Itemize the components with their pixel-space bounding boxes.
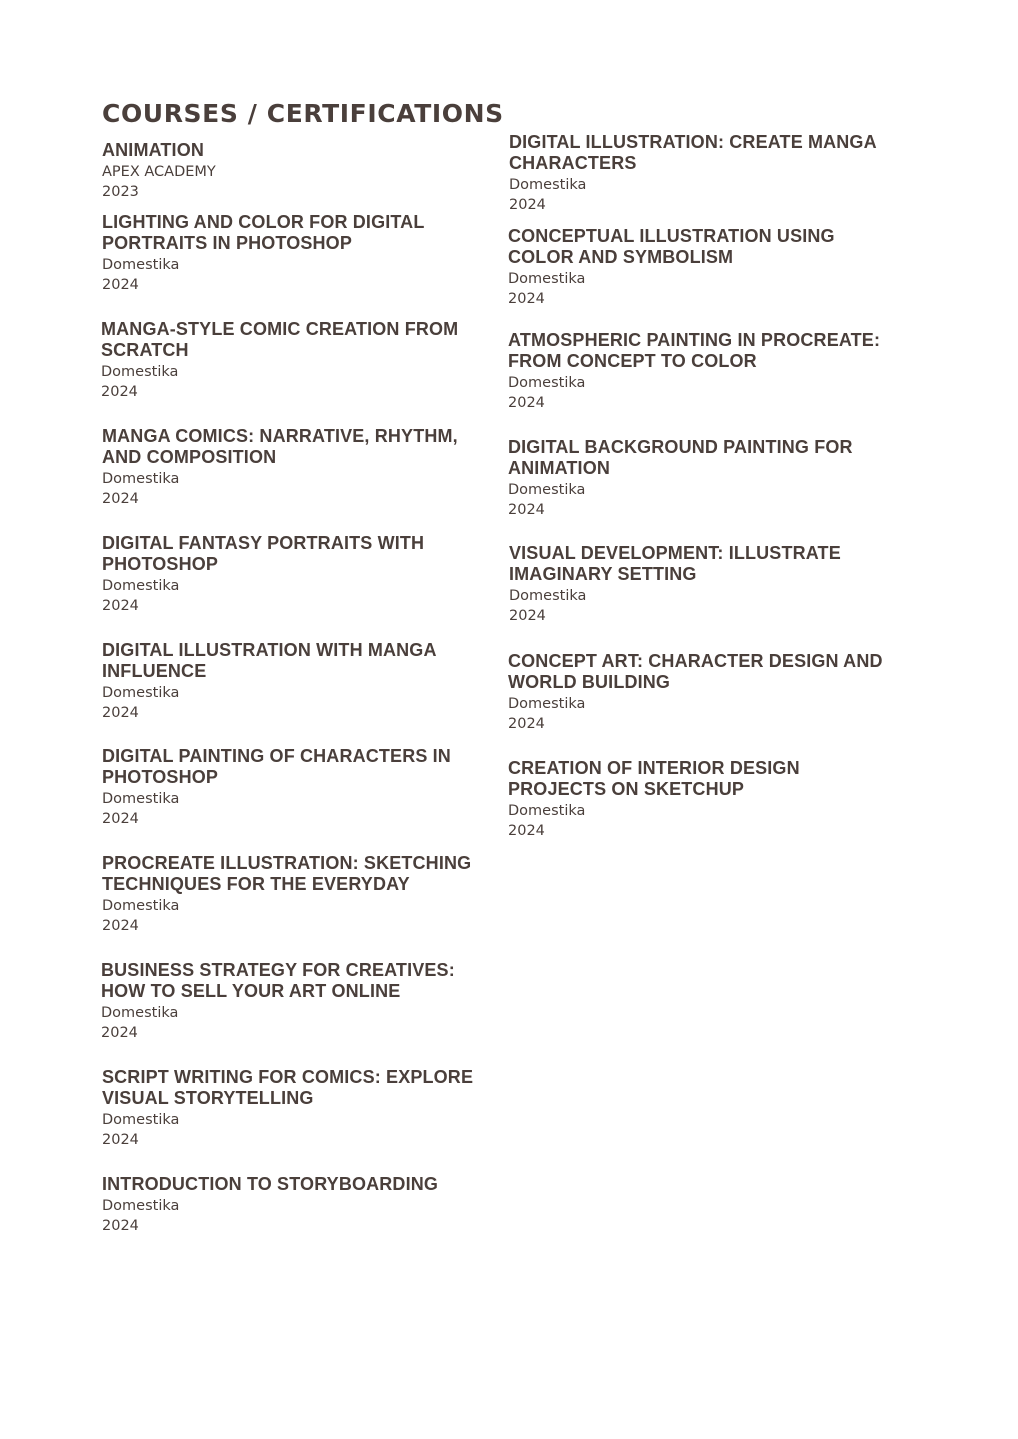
course-provider: Domestika bbox=[102, 685, 180, 701]
section-title: COURSES / CERTIFICATIONS bbox=[102, 99, 504, 128]
course-entry bbox=[508, 330, 903, 413]
course-provider: Domestika bbox=[508, 375, 586, 391]
course-entry bbox=[509, 543, 904, 626]
course-provider: Domestika bbox=[102, 791, 180, 807]
course-provider: Domestika bbox=[102, 1112, 180, 1128]
course-title: INTRODUCTION TO STORYBOARDING bbox=[102, 1174, 439, 1194]
course-year: 2024 bbox=[101, 383, 138, 400]
course-provider: Domestika bbox=[508, 696, 586, 712]
course-title: VISUAL DEVELOPMENT: ILLUSTRATE IMAGINARY SETTING bbox=[509, 543, 841, 584]
course-title: SCRIPT WRITING FOR COMICS: EXPLORE VISUAL STORYTELLING bbox=[102, 1067, 474, 1108]
course-year: 2024 bbox=[508, 394, 545, 411]
course-entry bbox=[102, 212, 497, 295]
course-year: 2024 bbox=[102, 490, 139, 507]
course-title: DIGITAL BACKGROUND PAINTING FOR ANIMATION bbox=[508, 437, 853, 478]
course-year: 2024 bbox=[508, 501, 545, 518]
course-provider: Domestika bbox=[102, 578, 180, 594]
course-provider: APEX ACADEMY bbox=[102, 164, 216, 180]
course-provider: Domestika bbox=[508, 482, 586, 498]
course-title: DIGITAL PAINTING OF CHARACTERS IN PHOTOSHOP bbox=[102, 746, 451, 787]
course-entry bbox=[508, 226, 903, 309]
course-title: BUSINESS STRATEGY FOR CREATIVES: HOW TO SELL YOUR ART ONLINE bbox=[101, 960, 455, 1001]
course-title: ATMOSPHERIC PAINTING IN PROCREATE: FROM CONCEPT TO COLOR bbox=[508, 330, 881, 371]
course-provider: Domestika bbox=[102, 257, 180, 273]
course-entry bbox=[102, 746, 497, 829]
course-provider: Domestika bbox=[508, 271, 586, 287]
course-provider: Domestika bbox=[508, 803, 586, 819]
course-title: CONCEPTUAL ILLUSTRATION USING COLOR AND SYMBOLISM bbox=[508, 226, 835, 267]
course-provider: Domestika bbox=[509, 177, 587, 193]
course-entry bbox=[102, 426, 497, 509]
course-title: DIGITAL ILLUSTRATION: CREATE MANGA CHARACTERS bbox=[509, 132, 877, 173]
course-title: MANGA-STYLE COMIC CREATION FROM SCRATCH bbox=[101, 319, 459, 360]
course-title: CONCEPT ART: CHARACTER DESIGN AND WORLD BUILDING bbox=[508, 651, 883, 692]
course-provider: Domestika bbox=[101, 364, 179, 380]
course-title: MANGA COMICS: NARRATIVE, RHYTHM, AND COMPOSITION bbox=[102, 426, 458, 467]
course-year: 2024 bbox=[102, 597, 139, 614]
course-entry bbox=[102, 1174, 497, 1236]
course-entry bbox=[101, 960, 496, 1043]
course-year: 2024 bbox=[102, 1217, 139, 1234]
course-provider: Domestika bbox=[101, 1005, 179, 1021]
course-year: 2024 bbox=[102, 917, 139, 934]
course-title: DIGITAL ILLUSTRATION WITH MANGA INFLUENCE bbox=[102, 640, 436, 681]
course-title: CREATION OF INTERIOR DESIGN PROJECTS ON SKETCHUP bbox=[508, 758, 800, 799]
course-title: PROCREATE ILLUSTRATION: SKETCHING TECHNIQUES FOR THE EVERYDAY bbox=[102, 853, 472, 894]
course-entry bbox=[508, 437, 903, 520]
course-provider: Domestika bbox=[102, 1198, 180, 1214]
course-entry bbox=[509, 132, 904, 215]
course-entry bbox=[508, 758, 903, 841]
course-year: 2024 bbox=[509, 607, 546, 624]
course-title: DIGITAL FANTASY PORTRAITS WITH PHOTOSHOP bbox=[102, 533, 425, 574]
course-provider: Domestika bbox=[102, 898, 180, 914]
course-provider: Domestika bbox=[102, 471, 180, 487]
course-title: LIGHTING AND COLOR FOR DIGITAL PORTRAITS IN PHOTOSHOP bbox=[102, 212, 425, 253]
course-year: 2024 bbox=[102, 704, 139, 721]
course-year: 2024 bbox=[508, 822, 545, 839]
course-year: 2024 bbox=[102, 1131, 139, 1148]
course-entry bbox=[102, 140, 497, 202]
course-entry bbox=[101, 319, 496, 402]
course-provider: Domestika bbox=[509, 588, 587, 604]
course-entry bbox=[102, 533, 497, 616]
course-year: 2023 bbox=[102, 183, 139, 200]
course-year: 2024 bbox=[509, 196, 546, 213]
course-year: 2024 bbox=[101, 1024, 138, 1041]
course-entry bbox=[102, 640, 497, 723]
course-entry bbox=[508, 651, 903, 734]
course-title: ANIMATION bbox=[102, 140, 205, 160]
course-year: 2024 bbox=[508, 715, 545, 732]
course-year: 2024 bbox=[508, 290, 545, 307]
course-entry bbox=[102, 853, 497, 936]
course-year: 2024 bbox=[102, 276, 139, 293]
course-entry bbox=[102, 1067, 497, 1150]
course-year: 2024 bbox=[102, 810, 139, 827]
